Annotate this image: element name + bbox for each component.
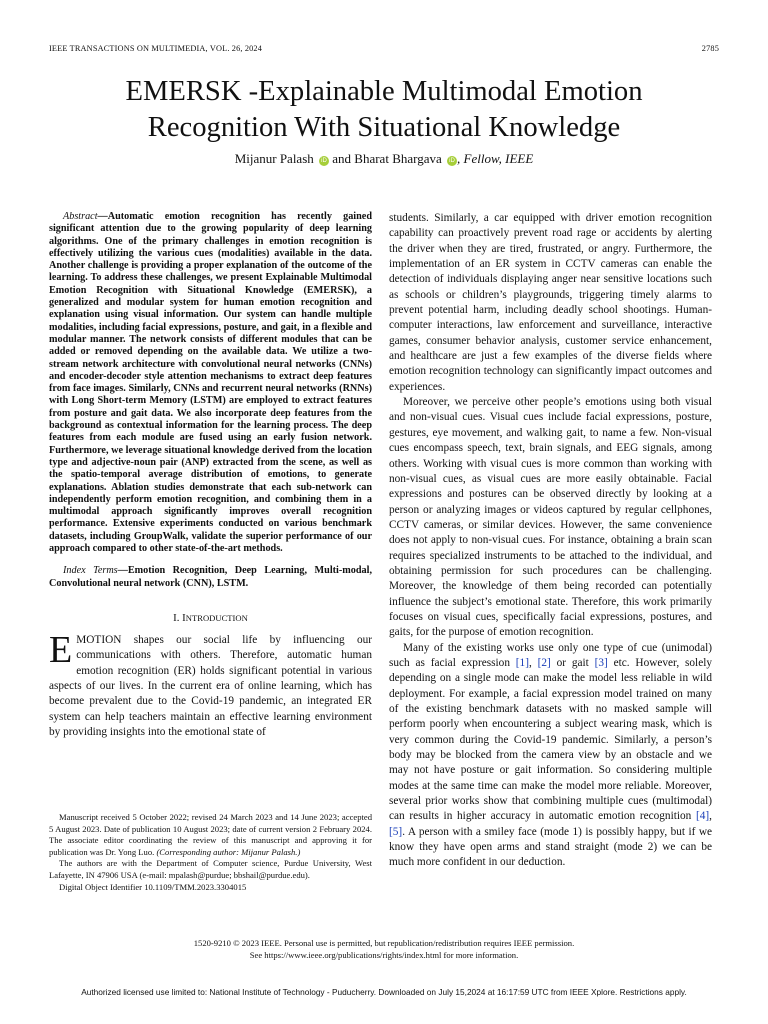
section-title-rest: NTRODUCTION [185, 612, 248, 623]
author-2: and Bharat Bhargava [332, 151, 442, 166]
journal-name: IEEE TRANSACTIONS ON MULTIMEDIA, VOL. 26, 2024 [49, 44, 263, 53]
citation-4[interactable]: [4] [695, 810, 710, 823]
abstract [49, 211, 372, 555]
footnote-manuscript [49, 812, 372, 858]
title-line-2: Recognition With Situational Knowledge [147, 112, 621, 143]
footnote-corresponding: (Corresponding author: Mijanur Palash.) [156, 846, 301, 857]
author-1: Mijanur Palash [234, 151, 314, 166]
copyright-line-2: See https://www.ieee.org/publications/rights/index.html for more information. [249, 949, 519, 960]
orcid-icon[interactable]: iD [319, 156, 329, 166]
intro-paragraph [49, 628, 372, 740]
index-terms [49, 565, 372, 590]
abstract-label: Abstract [63, 211, 98, 222]
author-2-fellow: , Fellow, IEEE [457, 151, 534, 166]
author-line [60, 151, 708, 167]
paragraph-2: Moreover, we perceive other people’s emotions using both visual and non-visual cues. Visual cues include facial expressions, posture, gestures, eye movement, and walking gait, to name a few. Non-visual cues encompass speech, text, brain signals, and EEG signals, among others. Working with visual cues is more common than working with non-visual cues, as visual cues are more easily obtainable. Facial expressions and postures can be observed directly by looking at a person or analyzing images or videos captured by regular cellphones, CCTV cameras, or similar devices. However, the same convenience does not apply to non-visual cues. For instance, obtaining a brain scan requires specialized instruments to be attached to the individual, and obtaining permission for such procedures can be challenging. Moreover, the knowledge of them being recorded can potentially influence the subject’s emotional state. Therefore, this work primarily focuses on visual cues, specifically facial expressions, postures, and gaits, for the purpose of emotion recognition. [389, 396, 712, 639]
paper-title [60, 74, 708, 146]
running-header [49, 44, 719, 56]
section-title-first: I [182, 611, 186, 624]
title-line-1: EMERSK -Explainable Multimodal Emotion [125, 76, 643, 107]
section-numeral: I. [173, 611, 180, 624]
citation-2[interactable]: [2] [537, 656, 551, 669]
p3-text-a: Many of the existing works use only one type of cue (unimodal) such as facial expression [389, 641, 712, 669]
index-terms-label: Index Terms [63, 565, 118, 577]
left-column [49, 211, 372, 740]
paragraph-3 [389, 641, 712, 871]
drop-cap: E [49, 628, 73, 671]
p3-text-b: , [528, 656, 538, 669]
page-number: 2785 [701, 44, 719, 53]
license-notice: Authorized licensed use limited to: National Institute of Technology - Puducherry. Downloaded on July 15,2024 at 16:17:59 UTC from IEEE Xplore. Restrictions apply. [81, 987, 687, 997]
orcid-icon[interactable]: iD [447, 156, 457, 166]
copyright-line-1: 1520-9210 © 2023 IEEE. Personal use is permitted, but republication/redistribution requires IEEE permission. [193, 938, 575, 948]
p3-text-c: or gait [550, 656, 595, 669]
footnote-doi: Digital Object Identifier 10.1109/TMM.2023.3304015 [59, 881, 247, 892]
intro-lead: MOTION [76, 633, 122, 646]
footnote-manuscript-text: Manuscript received 5 October 2022; revised 24 March 2023 and 14 June 2023; accepted 5 August 2023. Date of publication 10 August 2023; date of current version 2 February 2024. The associate editor coordinating the review of this manuscript and approving it for publication was Dr. Yong Luo. [49, 812, 372, 857]
index-terms-text: —Emotion Recognition, Deep Learning, Multi-modal, Convolutional neural network (CNN), LSTM. [49, 565, 372, 589]
citation-5[interactable]: [5] [389, 825, 403, 838]
footnote-affiliation: The authors are with the Department of Computer science, Purdue University, West Lafayette, IN 47906 USA (e-mail: mpalash@purdue; bbshail@purdue.edu). [49, 858, 372, 880]
right-column [389, 211, 712, 871]
citation-1[interactable]: [1] [515, 656, 529, 669]
p3-text-f: . A person with a smiley face (mode 1) is possibly happy, but if we know they have open arms and stand straight (mode 2) we can be much more confident in our deduction. [389, 825, 712, 869]
abstract-text: —Automatic emotion recognition has recently gained significant attention due to the growing popularity of deep learning algorithms. One of the primary challenges in emotion recognition is effectively utilizing the various cues (modalities) available in the data. Another challenge is providing a proper explanation of the outcome of the learning. To address these challenges, we present Explainable Multimodal Emotion Recognition with Situational Knowledge (EMERSK), a generalized and modular system for human emotion recognition and explanation using visual information. Our system can handle multiple modalities, including facial expressions, posture, and gait, in a flexible and modular manner. The network consists of different modules that can be added or removed depending on the available data. We utilize a two-stream network architecture with convolutional neural networks (CNNs) and encoder-decoder style attention mechanisms to extract deep features from face images. Similarly, CNNs and recurrent neural networks (RNNs) with Long Short-term Memory (LSTM) are employed to extract features from posture and gait data. We also incorporate deep features from the background as contextual information for the learning process. The deep features from each module are fused using an early fusion network. Furthermore, we leverage situational knowledge derived from the location type and adjective-noun pair (ANP) extracted from the scene, as well as the spatio-temporal average distribution of emotions, to generate explanations. Ablation studies demonstrate that each sub-network can independently perform emotion recognition, and combining them in a multimodal approach significantly improves overall recognition performance. Extensive experiments conducted on various benchmark datasets, including GroupWalk, validate the superior performance of our approach compared to other state-of-the-art methods. [49, 211, 372, 555]
copyright-notice [49, 938, 719, 961]
footnotes [49, 812, 372, 893]
paragraph-1: students. Similarly, a car equipped with driver emotion recognition capability can proactively prevent road rage or accidents by alerting the driver when they are tired, frustrated, or angry. Furthermore, the implementation of an ER system in CCTV cameras can enable the detection of individuals displaying anger near sensitive locations such as schools or children’s playgrounds, triggering timely alarms to prevent potential harm, including deadly school shootings. Human-computer interactions, law enforcement and surveillance, interactive games, consumer behavior analysis, customer service enhancement, and healthcare are just a few examples of the diverse fields where emotion recognition technology can significantly impact outcomes and experiences. [389, 212, 712, 393]
intro-text: shapes our social life by influencing our communications with others. Therefore, automatic human emotion recognition (ER) holds significant potential in various aspects of our lives. In the current era of online learning, which has become prevalent due to the Covid-19 pandemic, an integrated ER system can help teachers maintain an effective learning environment by providing insights into the emotional state of [49, 633, 372, 738]
p3-text-d: etc. However, solely depending on a single mode can make the model less reliable in wild deployment. For example, a facial expression model trained on many of the existing benchmark datasets with no masked sample will perform poorly when encountering a subject wearing mask, which is very common during the Covid-19 pandemic. Similarly, a person’s body may be blocked from the camera view by an obstacle and we may not have posture or gait information. So considering multiple modes at the same time can make the model more reliable. Moreover, several prior works show that combining multiple cues (multimodal) can results in higher accuracy in automatic emotion recognition [389, 656, 712, 823]
section-heading [49, 612, 372, 624]
p3-text-e: , [709, 810, 712, 823]
citation-3[interactable]: [3] [594, 656, 608, 669]
